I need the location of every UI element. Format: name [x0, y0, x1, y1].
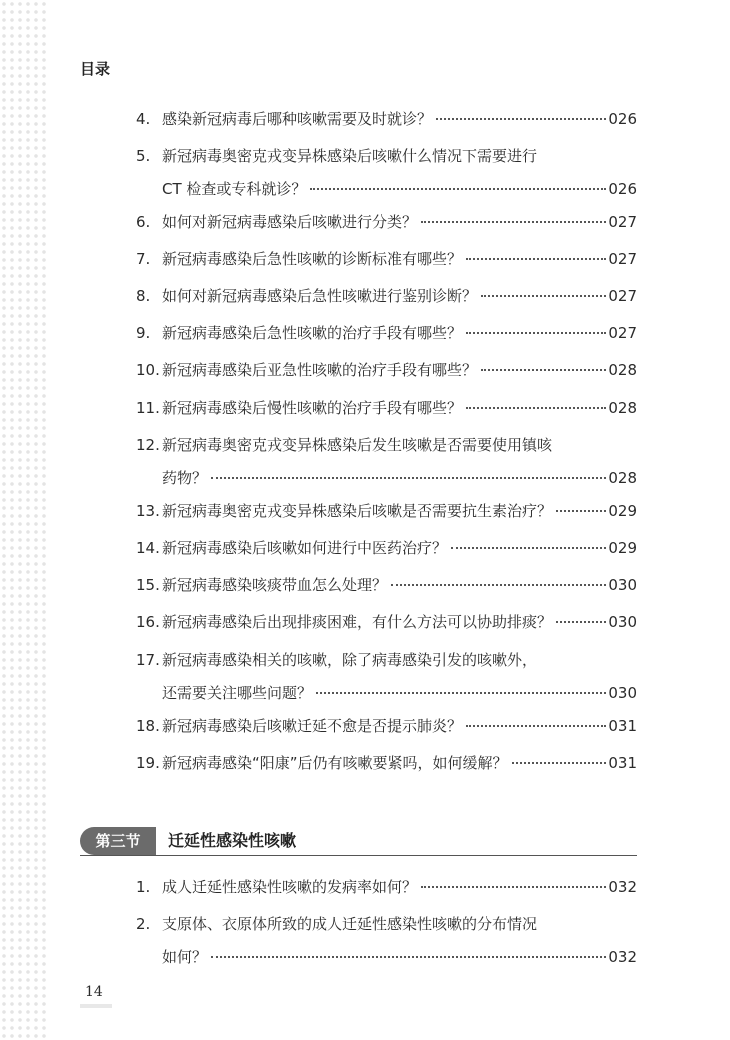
dot-leader: [481, 368, 606, 371]
entry-number: 14.: [136, 539, 160, 557]
dot-leader: [451, 546, 606, 549]
entry-page: 026: [608, 180, 637, 198]
toc-entry[interactable]: [136, 871, 637, 904]
entry-number: 15.: [136, 576, 160, 594]
entry-title: 新冠病毒感染咳痰带血怎么处理？: [162, 576, 388, 594]
entry-title: 新冠病毒感染后咳嗽迁延不愈是否提示肺炎？: [162, 717, 463, 735]
entry-title: 成人迁延性感染性咳嗽的发病率如何？: [162, 878, 418, 896]
dot-leader: [211, 955, 606, 958]
dot-leader: [481, 294, 606, 297]
entry-number: 7.: [136, 250, 151, 268]
entry-number: 5.: [136, 147, 151, 165]
toc-entry[interactable]: [136, 392, 637, 425]
entry-title-continued: 药物？: [162, 469, 208, 487]
section-badge: 第三节: [80, 827, 156, 855]
toc-entry[interactable]: [136, 532, 637, 565]
entry-page: 027: [608, 213, 637, 231]
running-header: 目录: [80, 60, 111, 78]
dot-leader: [512, 761, 607, 764]
dot-leader: [436, 117, 606, 120]
entry-number: 10.: [136, 361, 160, 379]
entry-title: 新冠病毒感染后咳嗽如何进行中医药治疗？: [162, 539, 448, 557]
dot-leader: [556, 509, 606, 512]
entry-page: 031: [608, 717, 637, 735]
entry-number: 4.: [136, 110, 151, 128]
entry-title: 新冠病毒感染“阳康”后仍有咳嗽要紧吗，如何缓解？: [162, 754, 508, 772]
entry-title: 新冠病毒感染后出现排痰困难，有什么方法可以协助排痰？: [162, 613, 553, 631]
entry-title: 新冠病毒奥密克戎变异株感染后发生咳嗽是否需要使用镇咳: [162, 436, 553, 454]
toc-entry[interactable]: [136, 569, 637, 602]
entry-number: 6.: [136, 213, 151, 231]
entry-page: 027: [608, 250, 637, 268]
entry-page: 027: [608, 287, 637, 305]
entry-title: 感染新冠病毒后哪种咳嗽需要及时就诊？: [162, 110, 433, 128]
dot-leader: [421, 885, 606, 888]
entry-number: 9.: [136, 324, 151, 342]
toc-entry[interactable]: [136, 495, 637, 528]
toc-entry[interactable]: [136, 429, 637, 495]
entry-page: 030: [608, 576, 637, 594]
entry-number: 8.: [136, 287, 151, 305]
toc-entry[interactable]: [136, 710, 637, 743]
entry-title: 新冠病毒奥密克戎变异株感染后咳嗽什么情况下需要进行: [162, 147, 538, 165]
dot-leader: [466, 406, 606, 409]
entry-page: 028: [608, 469, 637, 487]
entry-title: 新冠病毒感染后急性咳嗽的诊断标准有哪些？: [162, 250, 463, 268]
entry-page: 032: [608, 948, 637, 966]
toc-entry[interactable]: [136, 140, 637, 206]
entry-page: 032: [608, 878, 637, 896]
page-number: 14: [85, 984, 103, 1000]
entry-title: 新冠病毒感染后亚急性咳嗽的治疗手段有哪些？: [162, 361, 478, 379]
entry-page: 029: [608, 539, 637, 557]
dot-leader: [421, 220, 606, 223]
toc-entry[interactable]: [136, 103, 637, 136]
dot-leader: [556, 620, 606, 623]
toc-entry[interactable]: [136, 206, 637, 239]
dot-leader: [466, 724, 606, 727]
entry-title: 如何对新冠病毒感染后急性咳嗽进行鉴别诊断？: [162, 287, 478, 305]
entry-page: 030: [608, 613, 637, 631]
entry-title: 如何对新冠病毒感染后咳嗽进行分类？: [162, 213, 418, 231]
entry-page: 030: [608, 684, 637, 702]
dot-leader: [391, 583, 606, 586]
dotted-margin-decoration: [0, 0, 48, 1040]
dot-leader: [466, 257, 606, 260]
dot-leader: [466, 331, 606, 334]
entry-page: 029: [608, 502, 637, 520]
toc-entry[interactable]: [136, 243, 637, 276]
dot-leader: [310, 187, 606, 190]
entry-number: 19.: [136, 754, 160, 772]
dot-leader: [211, 476, 606, 479]
entry-title: 新冠病毒感染后慢性咳嗽的治疗手段有哪些？: [162, 399, 463, 417]
entry-title: 新冠病毒奥密克戎变异株感染后咳嗽是否需要抗生素治疗？: [162, 502, 553, 520]
entry-number: 2.: [136, 915, 151, 933]
section-header[interactable]: [80, 827, 637, 856]
toc-entry[interactable]: [136, 280, 637, 313]
entry-page: 028: [608, 399, 637, 417]
toc-entry[interactable]: [136, 644, 637, 710]
toc-entry[interactable]: [136, 908, 637, 974]
page-number-underline: [80, 1004, 112, 1008]
toc-entry[interactable]: [136, 747, 637, 780]
entry-title: 支原体、衣原体所致的成人迁延性感染性咳嗽的分布情况: [162, 915, 538, 933]
entry-number: 1.: [136, 878, 151, 896]
entry-number: 11.: [136, 399, 160, 417]
entry-number: 13.: [136, 502, 160, 520]
entry-title-continued: 还需要关注哪些问题？: [162, 684, 313, 702]
entry-title: 新冠病毒感染后急性咳嗽的治疗手段有哪些？: [162, 324, 463, 342]
entry-page: 027: [608, 324, 637, 342]
entry-title-continued: CT 检查或专科就诊？: [162, 180, 307, 198]
entry-number: 17.: [136, 651, 160, 669]
entry-number: 12.: [136, 436, 160, 454]
entry-title: 新冠病毒感染相关的咳嗽，除了病毒感染引发的咳嗽外，: [162, 651, 538, 669]
section-title: 迁延性感染性咳嗽: [168, 831, 297, 850]
entry-number: 18.: [136, 717, 160, 735]
toc-entry[interactable]: [136, 606, 637, 639]
entry-page: 031: [608, 754, 637, 772]
entry-title-continued: 如何？: [162, 948, 208, 966]
toc-entry[interactable]: [136, 354, 637, 387]
dot-leader: [316, 691, 606, 694]
toc-entry[interactable]: [136, 317, 637, 350]
entry-page: 026: [608, 110, 637, 128]
entry-number: 16.: [136, 613, 160, 631]
entry-page: 028: [608, 361, 637, 379]
